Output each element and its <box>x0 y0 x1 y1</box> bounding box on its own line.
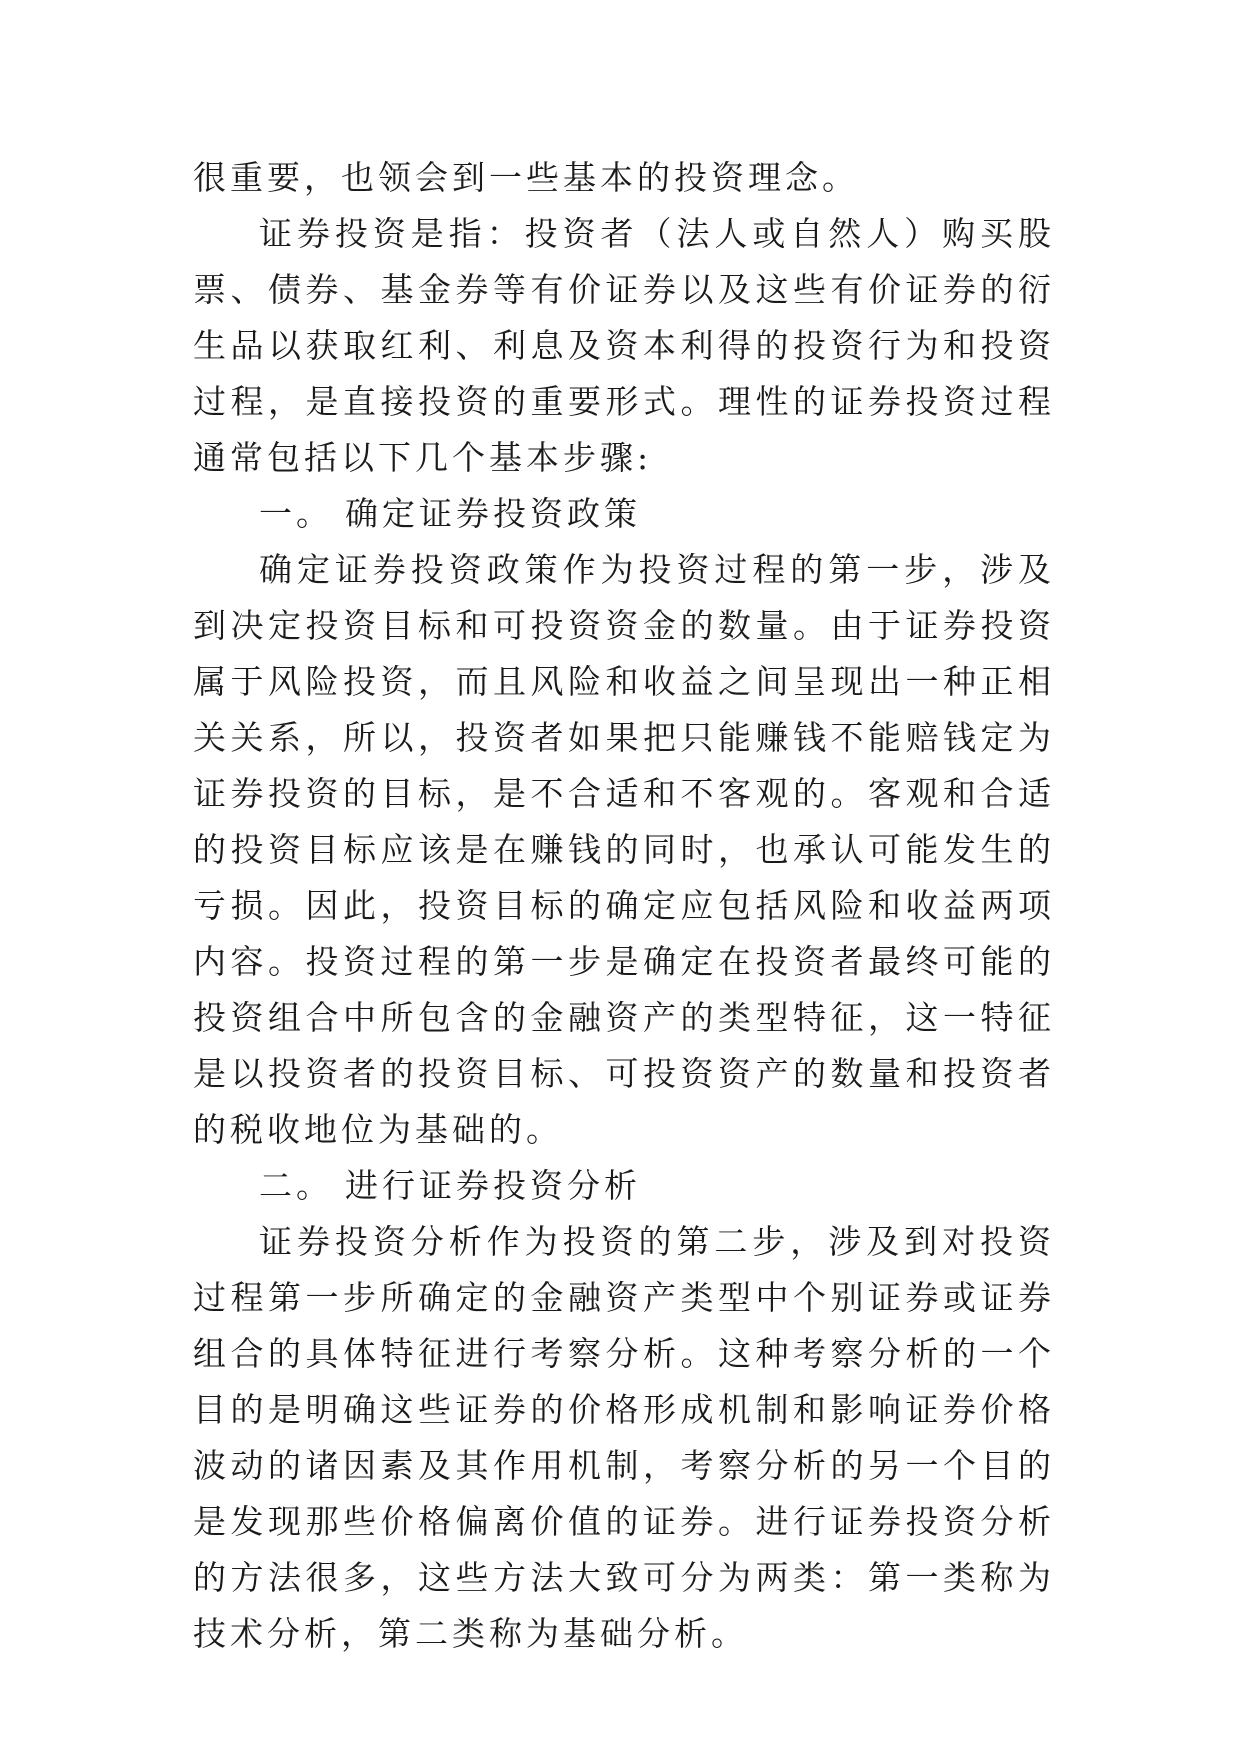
section-number-1: 一。 <box>259 494 333 533</box>
document-body <box>193 150 1055 1662</box>
section-title-1: 确定证券投资政策 <box>345 494 641 533</box>
section-body-2: 证券投资分析作为投资的第二步，涉及到对投资过程第一步所确定的金融资产类型中个别证券或证券组合的具体特征进行考察分析。这种考察分析的一个目的是明确这些证券的价格形成机制和影响证券价格波动的诸因素及其作用机制，考察分析的另一个目的是发现那些价格偏离价值的证券。进行证券投资分析的方法很多，这些方法大致可分为两类：第一类称为技术分析，第二类称为基础分析。 <box>193 1222 1055 1653</box>
section-body-1: 确定证券投资政策作为投资过程的第一步，涉及到决定投资目标和可投资资金的数量。由于证券投资属于风险投资，而且风险和收益之间呈现出一种正相关关系，所以，投资者如果把只能赚钱不能赔钱定为证券投资的目标，是不合适和不客观的。客观和合适的投资目标应该是在赚钱的同时，也承认可能发生的亏损。因此，投资目标的确定应包括风险和收益两项内容。投资过程的第一步是确定在投资者最终可能的投资组合中所包含的金融资产的类型特征，这一特征是以投资者的投资目标、可投资资产的数量和投资者的税收地位为基础的。 <box>193 550 1055 1149</box>
section-heading-1 <box>193 486 1055 542</box>
paragraph-definition: 证券投资是指：投资者（法人或自然人）购买股票、债券、基金券等有价证券以及这些有价证券的衍生品以获取红利、利息及资本利得的投资行为和投资过程，是直接投资的重要形式。理性的证券投资过程通常包括以下几个基本步骤: <box>193 214 1055 477</box>
section-number-2: 二。 <box>259 1166 333 1205</box>
paragraph-continuation: 很重要，也领会到一些基本的投资理念。 <box>193 158 859 197</box>
section-title-2: 进行证券投资分析 <box>345 1166 641 1205</box>
section-heading-2 <box>193 1158 1055 1214</box>
